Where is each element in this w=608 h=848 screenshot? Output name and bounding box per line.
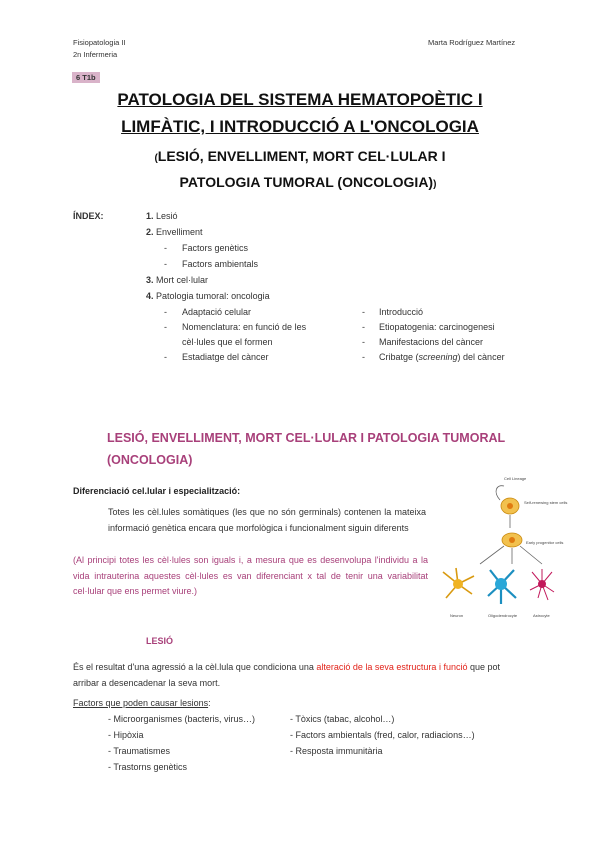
lineage-arrow-right-icon	[520, 546, 542, 564]
diff-note: (Al principi totes les cèl·lules son iguals i, a mesura que es desenvolupa l'individu a la vida intrauterina aquestes cèl·lules es van diferenciant x tal de tenir una variabilitat cel·lular que ens permet viure.)	[73, 555, 428, 596]
index-onco-manifestacions: Manifestacions del càncer	[379, 337, 484, 347]
index-onco-etiopatogenia: Etiopatogenia: carcinogenesi	[379, 322, 495, 332]
bullet-dash: -	[164, 259, 167, 269]
cause-item: - Resposta immunitària	[290, 746, 383, 756]
cause-item: - Tòxics (tabac, alcohol…)	[290, 714, 395, 724]
index-item-2	[146, 227, 203, 237]
index-text: Envelliment	[156, 227, 203, 237]
astrocyte-body-icon	[538, 580, 546, 588]
figure-label-oligo: Oligodendrocyte	[488, 613, 518, 618]
header-year: 2n Infermeria	[73, 50, 118, 59]
lesio-text-post: que pot arribar a desencadenar la seva mort.	[73, 662, 500, 688]
neuron-body-icon	[453, 579, 463, 589]
stem-nucleus-icon	[507, 503, 513, 509]
title-line-2: LIMFÀTIC, I INTRODUCCIÓ A L'ONCOLOGIA	[121, 117, 479, 136]
figure-label-neuron: Neuron	[450, 613, 464, 618]
causes-title-text: Factors que poden causar lesions	[73, 698, 209, 708]
cause-item: - Factors ambientals (fred, calor, radiacions…)	[290, 730, 475, 740]
figure-label-b: Early progenitor cells	[526, 540, 564, 545]
index-text: Mort cel·lular	[156, 275, 209, 285]
index-onco-adaptacio: Adaptació celular	[182, 307, 252, 317]
index-text: Lesió	[156, 211, 178, 221]
cribatge-pre: Cribatge (	[379, 352, 419, 362]
index-onco-nomenclatura: Nomenclatura: en funció de les	[182, 322, 307, 332]
bullet-dash: -	[362, 322, 365, 332]
bullet-dash: -	[362, 337, 365, 347]
open-paren: (	[154, 153, 158, 164]
lineage-arrow-left-icon	[480, 546, 504, 564]
bullet-dash: -	[164, 352, 167, 362]
cause-item: - Hipòxia	[108, 730, 144, 740]
lesio-text-pre: És el resultat d'una agressió a la cèl.lula que condiciona una	[73, 662, 317, 672]
bullet-dash: -	[164, 243, 167, 253]
causes-title	[73, 698, 211, 708]
index-onco-introduccio: Introducció	[379, 307, 424, 317]
close-paren: )	[433, 179, 437, 190]
lesio-paragraph	[73, 659, 528, 691]
lesio-text-highlight: alteració de la seva estructura i funció	[316, 662, 468, 672]
bullet-dash: -	[362, 307, 365, 317]
diff-title: Diferenciació cel.lular i especialització:	[73, 486, 241, 496]
subtitle-line-1	[0, 148, 600, 164]
section-heading: LESIÓ, ENVELLIMENT, MORT CEL·LULAR I PATOLOGIA TUMORAL (ONCOLOGIA)	[107, 431, 505, 467]
header-course: Fisiopatologia II	[73, 38, 126, 47]
bullet-dash: -	[164, 307, 167, 317]
index-onco-cribatge	[379, 352, 505, 362]
figure-top-label: Cell Lineage	[504, 476, 527, 481]
progenitor-nucleus-icon	[509, 537, 515, 543]
self-renew-arrow-icon	[496, 486, 504, 500]
subtitle-text-1: LESIÓ, ENVELLIMENT, MORT CEL·LULAR I	[157, 148, 446, 164]
cribatge-em: screening	[418, 352, 458, 362]
bullet-dash: -	[362, 352, 365, 362]
index-num: 4.	[146, 291, 154, 301]
index-sub-genetics: Factors genètics	[182, 243, 249, 253]
cell-lineage-figure	[438, 472, 568, 622]
index-onco-nomenclatura-cont: cèl·lules que el formen	[182, 337, 273, 347]
index-onco-estadiatge: Estadiatge del càncer	[182, 352, 269, 362]
bullet-dash: -	[164, 322, 167, 332]
index-num: 2.	[146, 227, 154, 237]
title-line-1: PATOLOGIA DEL SISTEMA HEMATOPOÈTIC I	[117, 90, 483, 109]
index-text: Patologia tumoral: oncologia	[156, 291, 270, 301]
header-author: Marta Rodríguez Martínez	[428, 38, 516, 47]
index-num: 1.	[146, 211, 154, 221]
index-item-4	[146, 291, 270, 301]
cause-item: - Traumatismes	[108, 746, 171, 756]
causes-title-colon: :	[208, 698, 211, 708]
topic-tag: 6 T1b	[72, 72, 100, 83]
subtitle-text-2: PATOLOGIA TUMORAL (ONCOLOGIA)	[179, 174, 434, 190]
index-item-1	[146, 211, 178, 221]
diff-body: Totes les cèl.lules somàtiques (les que no són germinals) contenen la mateixa informació genètica encara que morfològica i funcionalment siguin diferents	[108, 507, 426, 533]
index-num: 3.	[146, 275, 154, 285]
cause-item: - Microorganismes (bacteris, virus…)	[108, 714, 256, 724]
index-label: ÍNDEX:	[73, 211, 104, 221]
index-item-3	[146, 275, 208, 285]
oligodendrocyte-body-icon	[495, 578, 507, 590]
cause-item: - Trastorns genètics	[108, 762, 188, 772]
index-sub-environmental: Factors ambientals	[182, 259, 259, 269]
figure-label-a: Self-renewing stem cells	[524, 500, 568, 505]
lesio-heading: LESIÓ	[146, 636, 174, 646]
subtitle-line-2	[8, 174, 608, 190]
figure-label-astro: Astrocyte	[533, 613, 550, 618]
cribatge-post: ) del càncer	[457, 352, 505, 362]
